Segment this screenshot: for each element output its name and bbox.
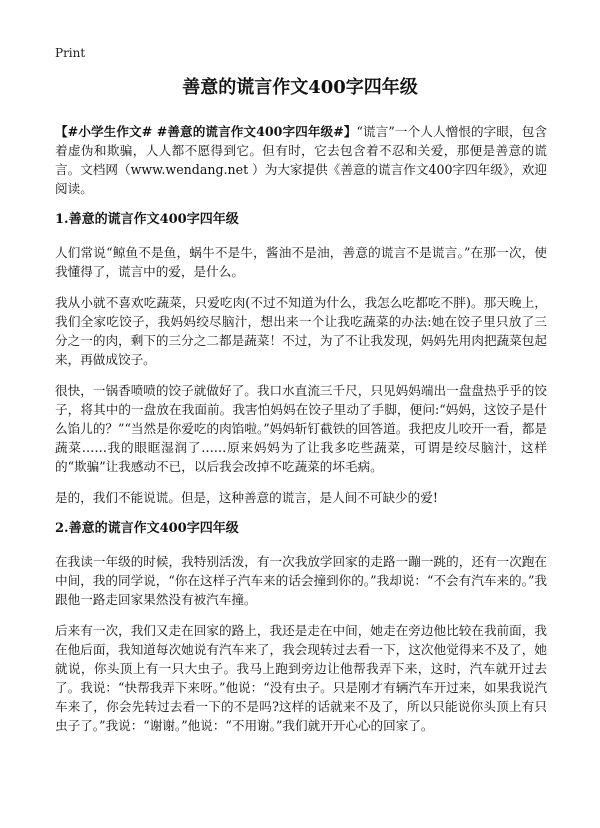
intro-paragraph [55,122,547,198]
intro-text: “谎言”一个人人憎恨的字眼，包含着虚伪和欺骗，人人都不愿得到它。但有时，它去包含着不忍和关爱，那便是善意的谎言。文档网（www.wendang.net ）为大家提供《善意的谎言作文400字四年级》，欢迎阅读。 [55,124,547,196]
section-2-paragraph-1: 在我读一年级的时候，我特别活泼，有一次我放学回家的走路一蹦一跳的，还有一次跑在中间，我的同学说，“你在这样子汽车来的话会撞到你的。”我却说：“不会有汽车来的。”我跟他一路走回家果然没有被汽车撞。 [55,554,547,607]
section-1-paragraph-4: 是的，我们不能说谎。但是，这种善意的谎言，是人间不可缺少的爱! [55,490,438,505]
section-1-paragraph-1: 人们常说“鲸鱼不是鱼，蜗牛不是牛，酱油不是油，善意的谎言不是谎言。”在那一次，使我懂得了，谎言中的爱，是什么。 [55,245,547,279]
print-label: Print [55,46,86,60]
intro-tags: 【#小学生作文# #善意的谎言作文400字四年级#】 [55,124,357,139]
section-heading-1: 1.善意的谎言作文400字四年级 [55,212,239,227]
section-1-paragraph-2: 我从小就不喜欢吃蔬菜，只爱吃肉(不过不知道为什么，我怎么吃都吃不胖)。那天晚上，我们全家吃饺子，我妈妈绞尽脑汁，想出来一个让我吃蔬菜的办法:她在饺子里只放了三分之一的肉，剩下的三分之二都是蔬菜！不过，为了不让我发现，妈妈先用肉把蔬菜包起来，再做成饺子。 [55,295,547,367]
article-body [55,122,547,747]
section-2-paragraph-2: 后来有一次，我们又走在回家的路上，我还是走在中间，她走在旁边他比较在我前面，我在他后面，我知道每次她说有汽车来了，我会现转过去看一下，这次他觉得来不及了，她就说，你头顶上有一只大虫子。我马上跑到旁边让他帮我弄下来，这时，汽车就开过去了。我说：“快帮我弄下来呀。”他说：“没有虫子。只是刚才有辆汽车开过来，如果我说汽车来了，你会先转过去看一下的不是吗?这样的话就来不及了，所以只能说你头顶上有只虫子了。”我说：“谢谢。”他说：“不用谢。”我们就开开心心的回家了。 [55,623,547,733]
section-heading-2: 2.善意的谎言作文400字四年级 [55,521,239,536]
page-title: 善意的谎言作文400字四年级 [182,77,418,98]
section-1-paragraph-3: 很快，一锅香喷喷的饺子就做好了。我口水直流三千尺，只见妈妈端出一盘盘热乎乎的饺子，将其中的一盘放在我面前。我害怕妈妈在饺子里动了手脚，便问:“妈妈，这饺子是什么馅儿的？”“当然是你爱吃的肉馅啦。”妈妈斩钉截铁的回答道。我把皮儿咬开一看，都是蔬菜……我的眼眶湿润了……原来妈妈为了让我多吃些蔬菜，可谓是绞尽脑汁，这样的“欺骗”让我感动不已，以后我会改掉不吃蔬菜的坏毛病。 [55,383,547,474]
